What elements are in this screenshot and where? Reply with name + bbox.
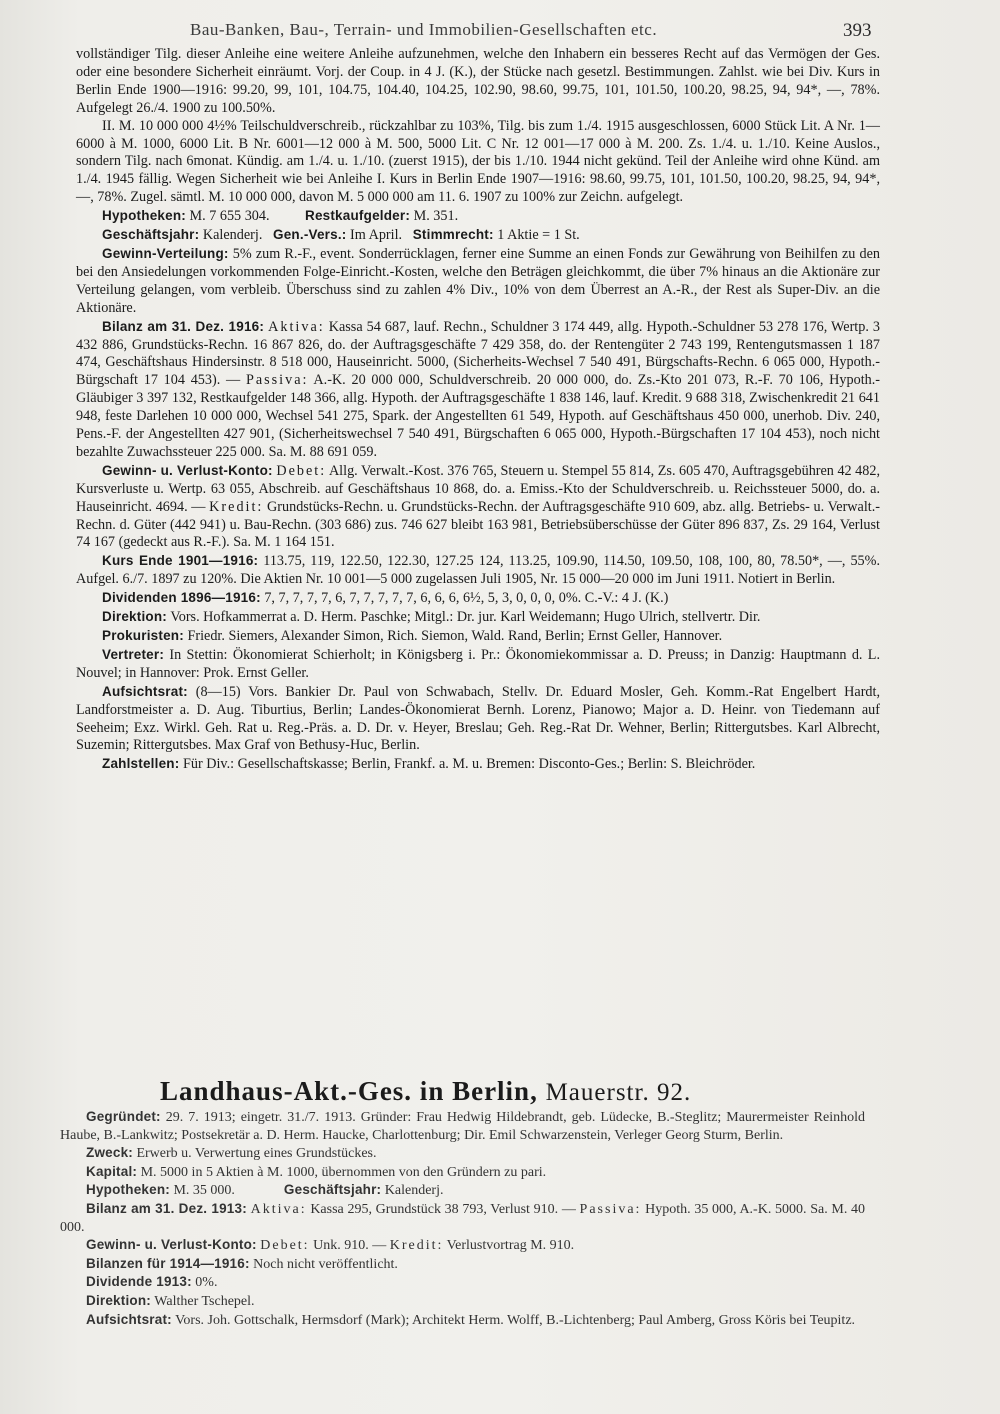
bilanz-paragraph: [76, 318, 880, 462]
gegruendet-text: 29. 7. 1913; eingetr. 31./7. 1913. Gründer: Frau Hedwig Hildebrandt, geb. Lüdecke, B.-Steglitz; Maurermeister Reinhold Haube, B.-Lankwitz; Postsekretär a. D. Herm. Haucke, Charlottenburg; Dir. Emil Schwarzenstein, Verleger Georg Sturm, Berlin.: [60, 1110, 866, 1143]
zahlstellen-text: Für Div.: Gesellschaftskasse; Berlin, Frankf. a. M. u. Bremen: Disconto-Ges.; Berlin: S. Bleichröder.: [182, 756, 756, 773]
geschaeftsjahr-label-2: Geschäftsjahr:: [283, 1182, 382, 1198]
debet-word-2: Debet:: [260, 1238, 310, 1254]
direktion-text-2: Walther Tschepel.: [154, 1293, 255, 1309]
bilanz-paragraph-2: [60, 1200, 865, 1236]
geschaeftsjahr-value-2: Kalenderj.: [384, 1183, 444, 1199]
passiva-word: Passiva:: [245, 372, 309, 389]
direktion-label-2: Direktion:: [86, 1292, 152, 1308]
kapital-text: M. 5000 in 5 Aktien à M. 1000, übernommen von den Gründern zu pari.: [140, 1164, 547, 1180]
guv-label-2: Gewinn- u. Verlust-Konto:: [86, 1237, 257, 1253]
bilanz-aktiva-text-2: Kassa 295, Grundstück 38 793, Verlust 910. —: [310, 1201, 576, 1217]
aufsichtsrat-label-2: Aufsichtsrat:: [86, 1311, 172, 1327]
hypotheken-label-2: Hypotheken:: [86, 1182, 170, 1198]
passiva-word-2: Passiva:: [579, 1201, 642, 1217]
aufsichtsrat-paragraph: [76, 683, 880, 756]
kredit-word: Kredit:: [209, 498, 264, 515]
kapital-label: Kapital:: [86, 1163, 138, 1179]
kurs-paragraph: [76, 552, 880, 589]
dividenden-text: 7, 7, 7, 7, 7, 6, 7, 7, 7, 7, 7, 6, 6, 6, 6½, 5, 3, 0, 0, 0, 0%. C.-V.: 4 J. (K.): [264, 590, 669, 607]
restkaufgelder-value: M. 351.: [413, 208, 459, 225]
kurs-label: Kurs Ende 1901—1916:: [102, 553, 259, 569]
aufsichtsrat-text: (8—15) Vors. Bankier Dr. Paul von Schwabach, Stellv. Dr. Eduard Mosler, Geh. Komm.-Rat Engelbert Hardt, Landforstmeister a. D. Aug. Tiburtius, Berlin; Landes-Ökonomierat Bernh. Lorenz, Pianowo; Major a. D. Heinr. von Tiedemann auf Seeheim; Exz. Wirkl. Geh. Rat u. Reg.-Präs. a. D. Dr. v. Heyer, Breslau; Geh. Reg.-Rat Dr. Wehner, Berlin; Rittergutsbes. Karl Albrecht, Suzemin; Rittergutsbes. Max Graf von Bethusy-Huc, Berlin.: [76, 683, 881, 754]
guv-debet-text-2: Unk. 910. —: [313, 1238, 387, 1254]
entry-previous-company: [76, 46, 880, 774]
prokuristen-label: Prokuristen:: [102, 628, 184, 643]
dividenden-paragraph: [76, 589, 880, 608]
guv-paragraph: [76, 462, 880, 553]
aufsichtsrat-text-2: Vors. Joh. Gottschalk, Hermsdorf (Mark); Architekt Herm. Wolff, B.-Lichtenberg; Paul Amberg, Gross Köris bei Teupitz.: [175, 1312, 856, 1328]
hypotheken-value: M. 7 655 304.: [189, 208, 270, 225]
dividende-paragraph: [60, 1273, 865, 1292]
company-name: Landhaus-Akt.-Ges. in Berlin,: [160, 1076, 538, 1106]
geschaeftsjahr-label: Geschäftsjahr:: [102, 227, 200, 243]
dividende-text: 0%.: [195, 1275, 218, 1291]
kredit-word-2: Kredit:: [389, 1238, 444, 1254]
hypotheken-line-2: [60, 1181, 865, 1200]
gewinn-verteilung-label: Gewinn-Verteilung:: [102, 245, 229, 261]
entry-landhaus: [60, 1108, 865, 1329]
aktiva-word: Aktiva:: [268, 318, 325, 335]
geschaeftsjahr-line: [76, 226, 880, 245]
bilanz-label: Bilanz am 31. Dez. 1916:: [102, 318, 265, 334]
bond-2-paragraph: II. M. 10 000 000 4½% Teilschuldverschreib., rückzahlbar zu 103%, Tilg. bis zum 1./4. 1915 ausgeschlossen, 6000 Stück Lit. A Nr. 1—6000 à M. 1000, 6000 Lit. B Nr. 6001—12 000 à M. 500, 5000 Lit. C Nr. 12 001—17 000 à M. 200. Zs. 1./4. u. 1./10. Keine Auslos., sondern Tilg. nach 6monat. Kündig. am 1./4. u. 1./10. (zuerst 1915), der bis 1./10. 1944 nicht gekünd. Teil der Anleihe wird ohne Künd. am 1./4. 1945 fällig. Wegen Sicherheit wie bei Anleihe I. Kurs in Berlin Ende 1907—1916: 98.60, 99.75, 101, 101.50, 100.20, 98.25, 94, 94*, —, 78%. Zugel. sämtl. M. 10 000 000, davon M. 5 000 000 am 11. 6. 1907 zu 100% zur Zeichn. aufgelegt.: [76, 117, 880, 206]
guv-kredit-text: Grundstücks-Rechn. u. Grundstücks-Rechn. der Auftragsgeschäfte 910 609, abz. allg. Betriebs- u. Verwalt.-Rechn. d. Güter (442 941) u. Bau-Rechn. (303 686) zus. 746 627 bleibt 163 981, Betriebsüberschüsse der Güter 896 837, Zs. 29 164, Verlust 74 167 (gedeckt aus R.-F.). Sa. M. 1 164 151.: [76, 498, 880, 551]
geschaeftsjahr-value: Kalenderj.: [202, 227, 263, 244]
restkaufgelder-label: Restkaufgelder:: [305, 208, 411, 224]
bilanzen-label: Bilanzen für 1914—1916:: [86, 1255, 250, 1271]
dividende-label: Dividende 1913:: [86, 1274, 192, 1290]
kapital-paragraph: [60, 1163, 865, 1182]
gegruendet-paragraph: [60, 1108, 865, 1144]
zahlstellen-paragraph: [76, 755, 880, 774]
stimmrecht-label: Stimmrecht:: [412, 227, 494, 243]
bond-1-continuation: vollständiger Tilg. dieser Anleihe eine weitere Anleihe aufzunehmen, welche den Inhabern ein besseres Recht auf das Vermögen der Ges. oder eine besondere Sicherheit einräumt. Vorj. der Coup. in 4 J. (K.), der Stücke nach gesetzl. Bestimmungen. Zahlst. wie bei Div. Kurs in Berlin Ende 1900—1916: 99.20, 99, 101, 104.75, 104.40, 104.25, 102.90, 98.60, 99.75, 101, 101.50, 100.20, 98.25, 94, 94*, —, 78%. Aufgelegt 26./4. 1900 zu 100.50%.: [76, 46, 880, 116]
gegruendet-label: Gegründet:: [86, 1109, 161, 1124]
vertreter-label: Vertreter:: [102, 646, 165, 662]
guv-kredit-text-2: Verlustvortrag M. 910.: [446, 1238, 575, 1254]
debet-word: Debet:: [276, 462, 327, 479]
aufsichtsrat-label: Aufsichtsrat:: [102, 683, 188, 699]
gen-vers-value: Im April.: [350, 227, 403, 244]
bilanz-passiva-text: A.-K. 20 000 000, Schuldverschreib. 20 000 000, do. Zs.-Kto 201 073, R.-F. 70 106, Hypoth.-Gläubiger 3 397 132, Restkaufgelder 148 366, allg. Hypoth. der Auftragsgeschäfte 1 838 146, lauf. Kredit. 9 688 318, Zwischenkredit 21 641 948, feste Darlehen 10 000 000, Wechsel 541 275, Spark. der Angestellten 61 549, Hypoth. auf Geschäftshaus 450 000, unerhob. Div. 240, Pens.-F. der Angestellten 427 901, (Sicherheitswechsel 7 540 491, Bürgschaften 6 065 000, Hypoth.-Bürgschaften 17 104 453), noch nicht bezahlte Zuwachssteuer 225 000. Sa. M. 88 691 059.: [76, 372, 881, 460]
bilanz-aktiva-text: Kassa 54 687, lauf. Rechn., Schuldner 3 174 449, allg. Hypoth.-Schuldner 53 278 176, Wertp. 3 432 886, Grundstücks-Rechn. 16 867 826, do. der Auftragsgeschäfte 7 429 358, do. der Rentengüter 2 743 199, Rentengutsmassen 1 187 474, Geschäftshaus Hindersinstr. 8 518 000, Hauseinricht. 5000, (Sicherheits-Wechsel 7 540 491, Bürgschafts-Rechn. 6 065 000, Hypoth.-Bürgschaft 17 104 453). —: [76, 318, 881, 389]
vertreter-text: In Stettin: Ökonomierat Schierholt; in Königsberg i. Pr.: Ökonomiekommissar a. D. Preuss; in Danzig: Hauptmann d. L. Nouvel; in Hannover: Prok. Ernst Geller.: [76, 646, 880, 681]
zweck-text: Erwerb u. Verwertung eines Grundstückes.: [136, 1146, 377, 1162]
kurs-text: 113.75, 119, 122.50, 122.30, 127.25 124, 113.25, 109.90, 114.50, 109.50, 108, 100, 80, 78.50*, —, 55%. Aufgel. 6./7. 1897 zu 120%. Die Aktien Nr. 10 001—5 000 zugelassen Juli 1905, Nr. 15 000—20 000 im Juni 1911. Notiert in Berlin.: [76, 553, 881, 588]
guv-label: Gewinn- u. Verlust-Konto:: [102, 462, 273, 478]
running-title: Bau-Banken, Bau-, Terrain- und Immobilien-Gesellschaften etc.: [190, 20, 658, 39]
prokuristen-text: Friedr. Siemers, Alexander Simon, Rich. Siemon, Wald. Rand, Berlin; Ernst Geller, Hannover.: [187, 628, 723, 644]
aufsichtsrat-paragraph-2: [60, 1311, 865, 1330]
dividenden-label: Dividenden 1896—1916:: [102, 590, 261, 606]
gewinn-verteilung-text: 5% zum R.-F., event. Sonderrücklagen, ferner eine Summe an einen Fonds zur Gewährung von Beihilfen zu den bei den Ansiedelungen vorkommenden Folge-Einricht.-Kosten, welche den Beträgen gleichkommt, die über 7% hinaus an die Aktionäre zur Verteilung gelangen, vom verbleib. Überschuss sind zu zahlen 4% Div., 10% von dem Überrest an A.-R., der Rest als Super-Div. an die Aktionäre.: [76, 245, 881, 316]
gen-vers-label: Gen.-Vers.:: [273, 227, 347, 243]
stimmrecht-value: 1 Aktie = 1 St.: [497, 227, 580, 244]
direktion-label: Direktion:: [102, 609, 168, 625]
hypotheken-line: [76, 207, 880, 226]
aktiva-word-2: Aktiva:: [250, 1201, 307, 1217]
page-number: 393: [843, 20, 872, 41]
company-heading: [160, 1076, 860, 1107]
bilanz-label-2: Bilanz am 31. Dez. 1913:: [86, 1200, 247, 1216]
zweck-paragraph: [60, 1144, 865, 1163]
guv-paragraph-2: [60, 1236, 865, 1255]
hypotheken-value-2: M. 35 000.: [173, 1183, 235, 1199]
zahlstellen-label: Zahlstellen:: [102, 756, 180, 772]
direktion-text: Vors. Hofkammerrat a. D. Herm. Paschke; Mitgl.: Dr. jur. Karl Weidemann; Hugo Ulrich, stellvertr. Dir.: [170, 609, 761, 626]
company-address: Mauerstr. 92.: [545, 1079, 692, 1106]
hypotheken-label: Hypotheken:: [102, 208, 186, 224]
guv-debet-text: Allg. Verwalt.-Kost. 376 765, Steuern u. Stempel 55 814, Zs. 605 470, Auftragsgebühren 42 482, Kursverluste u. Wertp. 63 055, Abschreib. auf Geschäftshaus 10 868, do. a. Emiss.-Kto der Schuldverschreib. u. Reichssteuer 5000, do. a. Hauseinricht. 4694. —: [76, 462, 881, 515]
bilanz-passiva-text-2: Hypoth. 35 000, A.-K. 5000. Sa. M. 40 000.: [60, 1201, 866, 1235]
prokuristen-paragraph: [76, 627, 880, 646]
zweck-label: Zweck:: [86, 1145, 133, 1161]
direktion-paragraph: [76, 608, 880, 627]
bilanzen-paragraph: [60, 1255, 865, 1274]
direktion-paragraph-2: [60, 1292, 865, 1311]
vertreter-paragraph: [76, 646, 880, 683]
bilanzen-text: Noch nicht veröffentlicht.: [253, 1256, 398, 1272]
gewinn-verteilung-paragraph: [76, 245, 880, 318]
